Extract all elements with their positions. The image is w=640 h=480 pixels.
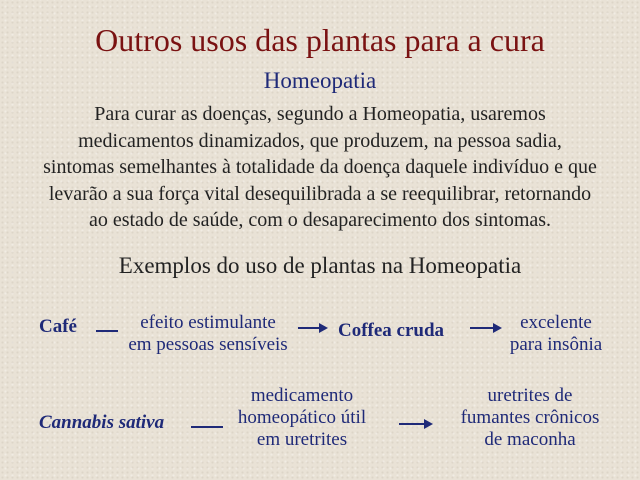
effect-line: em pessoas sensíveis bbox=[128, 334, 288, 355]
connector-dash bbox=[96, 330, 118, 332]
paragraph-line: ao estado de saúde, com o desaparecimento dos sintomas. bbox=[88, 209, 552, 231]
result-line: fumantes crônicos bbox=[460, 407, 600, 428]
arrow-right-icon bbox=[297, 321, 329, 335]
effect-line: medicamento bbox=[250, 385, 354, 406]
effect-text-cannabis bbox=[222, 385, 382, 451]
plant-label-cafe: Café bbox=[39, 316, 77, 337]
definition-paragraph bbox=[0, 101, 640, 234]
result-text-cafe bbox=[493, 312, 619, 356]
arrow-right-icon bbox=[398, 417, 434, 431]
slide-subtitle: Homeopatia bbox=[263, 68, 377, 93]
examples-heading: Exemplos do uso de plantas na Homeopatia bbox=[118, 253, 522, 278]
result-line: excelente bbox=[520, 312, 592, 333]
result-line: para insônia bbox=[509, 334, 603, 355]
paragraph-line: Para curar as doenças, segundo a Homeopatia, usaremos bbox=[94, 103, 546, 125]
connector-dash bbox=[191, 426, 223, 428]
result-line: de maconha bbox=[484, 429, 576, 450]
effect-line: efeito estimulante bbox=[140, 312, 276, 333]
effect-line: homeopático útil bbox=[237, 407, 367, 428]
slide-title: Outros usos das plantas para a cura bbox=[95, 22, 545, 58]
plant-label-cannabis: Cannabis sativa bbox=[39, 412, 165, 433]
result-text-cannabis bbox=[445, 385, 615, 451]
effect-line: em uretrites bbox=[256, 429, 348, 450]
paragraph-line: medicamentos dinamizados, que produzem, na pessoa sadia, bbox=[78, 129, 562, 152]
paragraph-line: sintomas semelhantes à totalidade da doença daquele indivíduo e que bbox=[43, 156, 597, 178]
paragraph-line: levarão a sua força vital desequilibrada a se reequilibrar, retornando bbox=[48, 182, 592, 205]
result-line: uretrites de bbox=[487, 385, 573, 406]
effect-text-cafe bbox=[118, 312, 298, 356]
remedy-label-coffea: Coffea cruda bbox=[338, 320, 445, 341]
